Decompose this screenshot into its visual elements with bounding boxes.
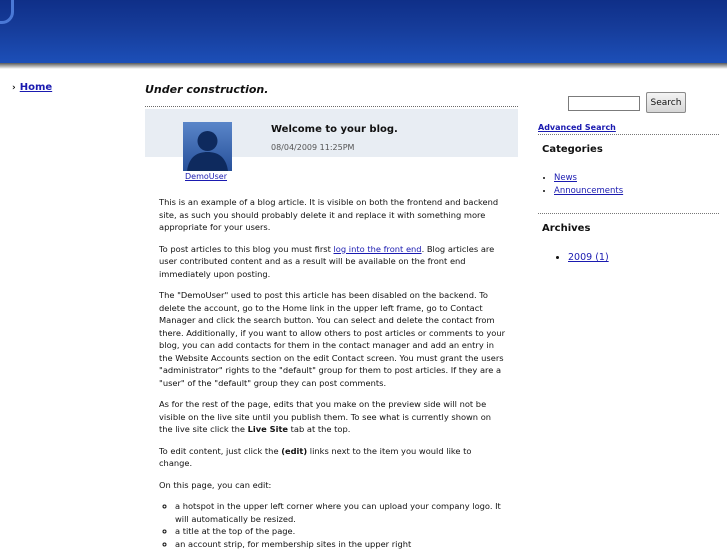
divider — [145, 106, 518, 107]
paragraph-text: To edit content, just click the — [159, 446, 281, 456]
archive-link-2009[interactable]: 2009 (1) — [568, 252, 609, 263]
author-avatar — [183, 122, 232, 171]
list-item — [554, 172, 623, 185]
user-silhouette-icon — [183, 122, 232, 171]
list-item: ◦ a hotspot in the upper left corner where you can upload your company logo. It will automatically be resized. — [175, 500, 505, 525]
author-link[interactable]: DemoUser — [185, 172, 227, 181]
category-link-news[interactable]: News — [554, 173, 577, 183]
divider — [538, 213, 719, 214]
live-site-label: Live Site — [248, 424, 288, 434]
status-text: Under construction. — [145, 83, 268, 96]
post-title: Welcome to your blog. — [271, 124, 398, 135]
categories-heading: Categories — [542, 144, 603, 155]
post-date: 08/04/2009 11:25PM — [271, 143, 354, 152]
nav-bullet-icon: › — [12, 83, 16, 93]
banner-shadow — [0, 63, 727, 69]
archives-list — [554, 252, 609, 263]
search-button[interactable]: Search — [646, 92, 686, 113]
search-input[interactable] — [568, 96, 640, 111]
paragraph — [159, 398, 505, 436]
logo-hotspot[interactable] — [0, 0, 14, 24]
archives-heading: Archives — [542, 223, 590, 234]
left-nav — [12, 82, 52, 93]
paragraph: The "DemoUser" used to post this article has been disabled on the backend. To delete the account, go to the Home link in the upper left frame, go to Contact Manager and click the search button. You can select and delete the contact from there. Additionally, if you want to allow others to post articles or comments to your blog, you can add contacts for them in the contact manager and add an entry in the Website Accounts section on the edit Contact screen. You must grant the users "administrator" rights to the "default" group for them to post articles. If they are a "user" of the "default" group they can post comments. — [159, 289, 505, 389]
divider — [538, 134, 719, 135]
paragraph-text: To post articles to this blog you must first — [159, 244, 334, 254]
advanced-search-link[interactable]: Advanced Search — [538, 123, 616, 132]
list-item: ◦ a title at the top of the page. — [175, 525, 505, 538]
categories-list — [542, 172, 623, 198]
paragraph-text: tab at the top. — [288, 424, 350, 434]
header-banner — [0, 0, 727, 63]
list-item — [554, 185, 623, 198]
list-item — [568, 252, 609, 263]
post-body — [159, 196, 505, 550]
paragraph-text: links next to the item you would like to change. — [159, 446, 471, 469]
nav-home-link[interactable]: Home — [20, 82, 52, 93]
paragraph: This is an example of a blog article. It is visible on both the frontend and backend site, as such you should probably delete it and replace it with something more appropriate for your users. — [159, 196, 505, 234]
list-item: ◦ an account strip, for membership sites in the upper right — [175, 538, 505, 550]
edit-label: (edit) — [281, 446, 307, 456]
login-link[interactable]: log into the front end — [334, 244, 422, 254]
paragraph-text: . Blog articles are user contributed content and as a result will be available on the front end immediately upon posting. — [159, 244, 494, 279]
paragraph — [159, 445, 505, 470]
paragraph-text: As for the rest of the page, edits that you make on the preview side will not be visible on the live site until you publish them. To see what is currently shown on the live site click the — [159, 399, 491, 434]
paragraph — [159, 243, 505, 281]
paragraph: On this page, you can edit: — [159, 479, 505, 492]
editable-list — [159, 500, 505, 550]
category-link-announcements[interactable]: Announcements — [554, 186, 623, 196]
